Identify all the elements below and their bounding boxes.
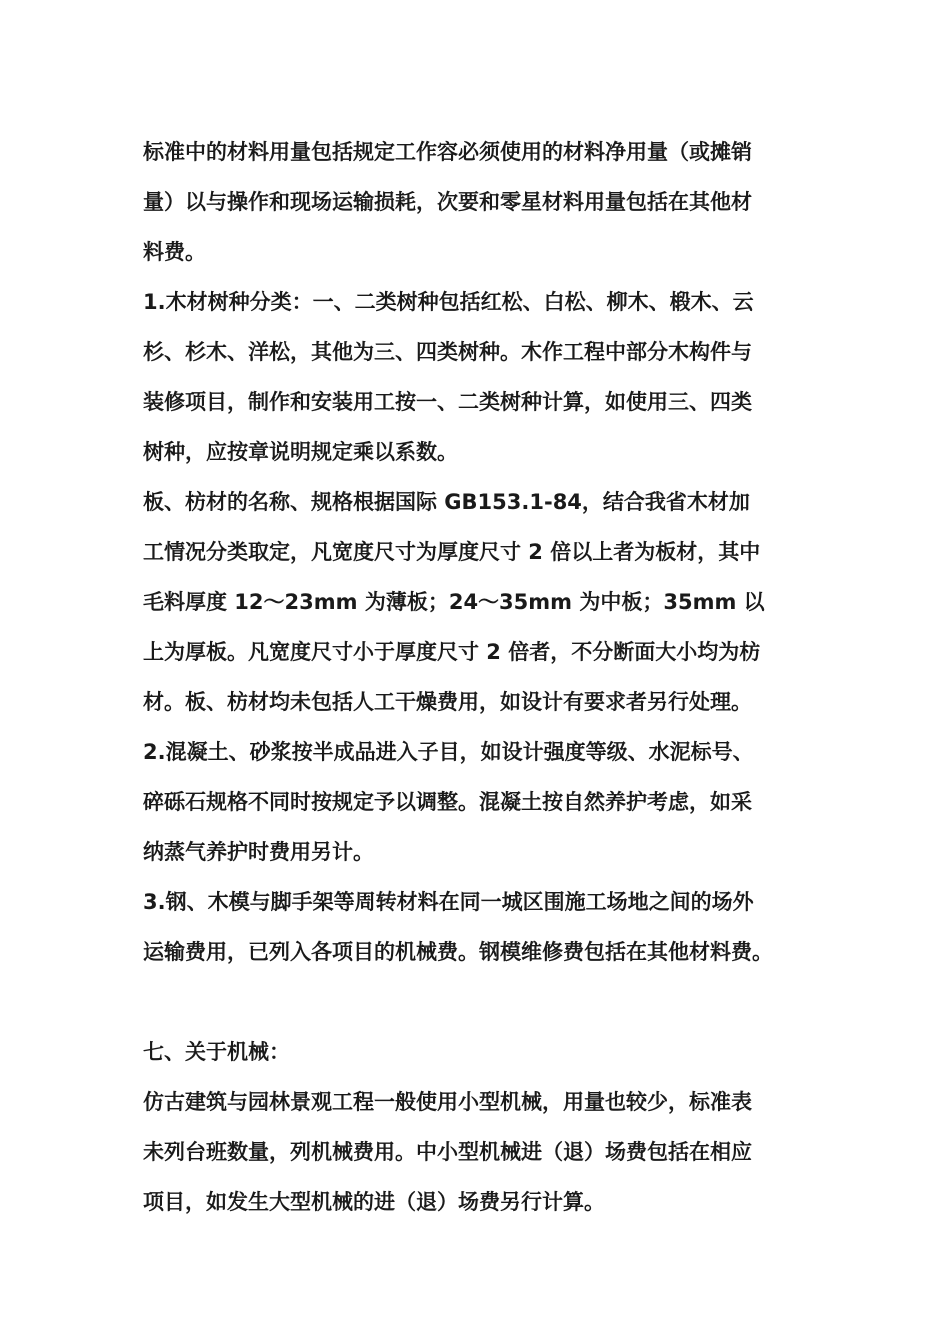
section-heading-machinery: 七、关于机械： — [143, 1040, 290, 1064]
paragraph-board-specs: 板、枋材的名称、规格根据国际 GB153.1-84，结合我省木材加 工情况分类取定，凡宽度尺寸为厚度尺寸 2 倍以上者为板材，其中 毛料厚度 12～23mm 为薄板；24～35mm 为中板；35mm 以 上为厚板。凡宽度尺寸小于厚度尺寸 2 倍者，不分断面大小均为枋 材。板、枋材均未包括人工干燥费用，如设计有要求者另行处理。 — [143, 490, 765, 714]
paragraph-concrete-mortar: 2.混凝土、砂浆按半成品进入子目，如设计强度等级、水泥标号、 碎砾石规格不同时按规定予以调整。混凝土按自然养护考虑，如采 纳蒸气养护时费用另计。 — [143, 740, 754, 864]
paragraph-wood-species: 1.木材树种分类：一、二类树种包括红松、白松、柳木、椴木、云 杉、杉木、洋松，其他为三、四类树种。木作工程中部分木构件与 装修项目，制作和安装用工按一、二类树种计算，如使用三、四类 树种，应按章说明规定乘以系数。 — [143, 290, 754, 464]
document-body — [143, 127, 833, 1227]
paragraph-material-usage: 标准中的材料用量包括规定工作容必须使用的材料净用量（或摊销 量）以与操作和现场运输损耗，次要和零星材料用量包括在其他材 料费。 — [143, 140, 752, 264]
paragraph-machinery: 仿古建筑与园林景观工程一般使用小型机械，用量也较少，标准表 未列台班数量，列机械费用。中小型机械进（退）场费包括在相应 项目，如发生大型机械的进（退）场费另行计算。 — [143, 1090, 752, 1214]
paragraph-formwork-transport: 3.钢、木模与脚手架等周转材料在同一城区围施工场地之间的场外 运输费用，已列入各项目的机械费。钢模维修费包括在其他材料费。 — [143, 890, 773, 964]
